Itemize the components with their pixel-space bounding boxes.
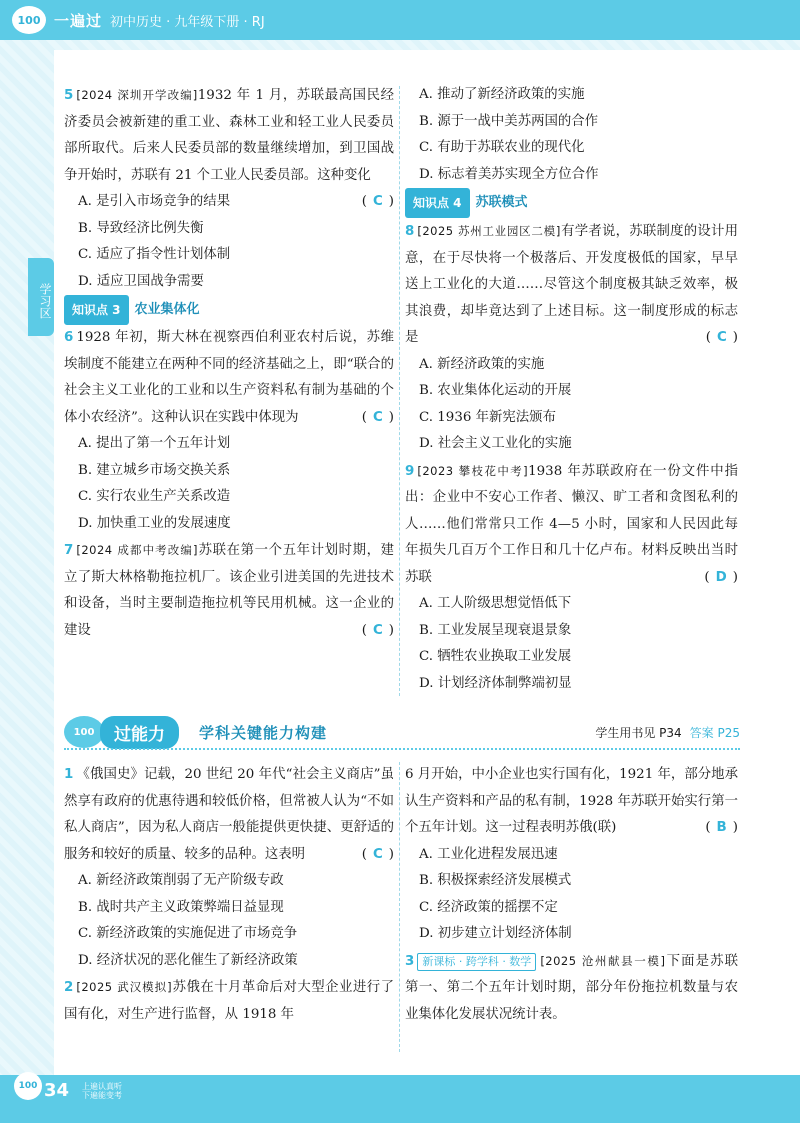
- column-divider-2: [399, 762, 400, 1052]
- answer-8: ( C ): [705, 330, 738, 345]
- option: D. 标志着美苏实现全方位合作: [419, 166, 599, 182]
- question-5: 5 [2024 深圳开学改编]1932 年 1 月，苏联最高国民经济委员会被新建的重工业、森林工业和轻工业人民委员部所取代。后来人民委员部的数量继续增加，到卫国战争开始时，苏联有 21 个工业人民委员部。这种变化 ( C ): [64, 82, 394, 189]
- option: D. 社会主义工业化的实施: [419, 436, 572, 451]
- answer-p1: ( C ): [361, 846, 394, 862]
- footer-slogan: 上遍认真听 下遍能变考: [82, 1082, 122, 1100]
- question-9: 9 [2023 攀枝花中考]1938 年苏联政府在一份文件中指出：企业中不安心工作者、懒汉、旷工者和贪图私利的人……他们常常只工作 4—5 小时，国家和人民因此每年损失几百万个工作日和几十亿卢布。材料反映出当时苏联 ( D ): [405, 458, 738, 592]
- answer-6: ( C ): [361, 409, 394, 425]
- section-banner: [64, 712, 740, 752]
- option: A. 提出了第一个五年计划: [78, 436, 231, 451]
- option: C. 1936 年新宪法颁布: [419, 409, 556, 425]
- option: D. 加快重工业的发展速度: [78, 515, 231, 531]
- option: B. 积极探索经济发展模式: [419, 873, 572, 888]
- header-bar: [0, 0, 800, 40]
- option: A. 工人阶级思想觉悟低下: [419, 596, 572, 611]
- option: A. 是引入市场竞争的结果: [78, 194, 231, 209]
- option: A. 新经济政策的实施: [419, 356, 545, 372]
- option: A. 推动了新经济政策的实施: [419, 87, 585, 102]
- answer-p2: ( B ): [705, 820, 738, 835]
- option: D. 经济状况的恶化催生了新经济政策: [78, 952, 298, 968]
- question-8: 8 [2025 苏州工业园区二模]有学者说，苏联制度的设计用意，在于尽快将一个极落后、开发度极低的国家，早早送上工业化的大道……尽管这个制度极其缺乏效率，极其浪费，却毕竟达到了上述目标。这一制度形成的标志是 ( C ): [405, 218, 738, 352]
- option: B. 建立城乡市场交换关系: [78, 462, 231, 478]
- knowledge-point-3: 知识点 3 农业集体化: [64, 297, 394, 323]
- answer-9: ( D ): [704, 569, 738, 585]
- brand-logo: 100: [12, 6, 46, 34]
- side-tab: 学习区: [28, 258, 54, 336]
- practice-3: 3 新课标 · 跨学科 · 数学 [2025 沧州献县一模]下面是苏联第一、第二个五年计划时期，部分年份拖拉机数量与农业集体化发展状况统计表。: [405, 953, 738, 1022]
- option: A. 新经济政策削弱了无产阶级专政: [78, 873, 284, 888]
- left-column: [64, 82, 394, 644]
- practice-1: 1 《俄国史》记载，20 世纪 20 年代“社会主义商店”虽然享有政府的优惠待遇和较低价格，但常被人认为“不如私人商店”，因为私人商店一般能提供更快捷、更舒适的服务和较好的质量、较多的品种。这表明 ( C ): [64, 762, 394, 868]
- answer-7: ( C ): [361, 622, 394, 638]
- section-subtitle: 学科关键能力构建: [199, 723, 328, 742]
- book-title: 初中历史 · 九年级下册 · RJ: [110, 14, 265, 30]
- left-column-bottom: [64, 762, 394, 1028]
- option: C. 有助于苏联农业的现代化: [419, 140, 585, 155]
- question-6: 6 1928 年初，斯大林在视察西伯利亚农村后说，苏维埃制度不能建立在两种不同的经济基础之上，即“联合的社会主义工业化的工业和以生产资料私有制为基础的个体小农经济”。这种认识在实践中体现为 ( C ): [64, 325, 394, 431]
- subject-tag: 新课标 · 跨学科 · 数学: [417, 953, 536, 971]
- option: B. 战时共产主义政策弊端日益显现: [78, 899, 284, 915]
- option: D. 计划经济体制弊端初显: [419, 675, 572, 691]
- column-divider: [399, 86, 400, 696]
- practice-2: 2 [2025 武汉模拟]苏俄在十月革命后对大型企业进行了国有化，对生产进行监督，从 1918 年: [64, 980, 394, 1022]
- page-number: 34: [44, 1080, 70, 1101]
- option: B. 农业集体化运动的开展: [419, 383, 572, 398]
- option: B. 工业发展呈现衰退景象: [419, 622, 572, 638]
- right-column: [405, 82, 738, 697]
- section-badge: 100: [64, 716, 104, 748]
- option: D. 初步建立计划经济体制: [419, 926, 572, 941]
- knowledge-point-4: 知识点 4 苏联模式: [405, 190, 738, 216]
- option: C. 适应了指令性计划体制: [78, 247, 231, 262]
- option: C. 牺牲农业换取工业发展: [419, 649, 572, 664]
- section-rule: [64, 748, 740, 750]
- brand-name: 一遍过: [54, 11, 103, 30]
- practice-2-cont: 6 月开始，中小企业也实行国有化，1921 年，部分地承认生产资料和产品的私有制，1928 年苏联开始实行第一个五年计划。这一过程表明苏俄(联) ( B ): [405, 762, 738, 842]
- option: B. 导致经济比例失衡: [78, 220, 204, 236]
- option: C. 经济政策的摇摆不定: [419, 899, 558, 915]
- option: A. 工业化进程发展迅速: [419, 846, 558, 862]
- answer-5: ( C ): [361, 194, 394, 209]
- section-title: 过能力: [100, 716, 179, 749]
- option: C. 实行农业生产关系改造: [78, 489, 231, 504]
- option: B. 源于一战中美苏两国的合作: [419, 113, 599, 129]
- section-reference: 学生用书见 P34 答案 P25: [595, 725, 740, 740]
- option: C. 新经济政策的实施促进了市场竞争: [78, 926, 298, 941]
- question-7: 7 [2024 成都中考改编]苏联在第一个五年计划时期，建立了斯大林格勒拖拉机厂。该企业引进美国的先进技术和设备，当时主要制造拖拉机等民用机械。这一企业的建设 ( C ): [64, 537, 394, 644]
- right-column-bottom: [405, 762, 738, 1028]
- option: D. 适应卫国战争需要: [78, 273, 204, 289]
- footer-logo: 100: [14, 1072, 42, 1100]
